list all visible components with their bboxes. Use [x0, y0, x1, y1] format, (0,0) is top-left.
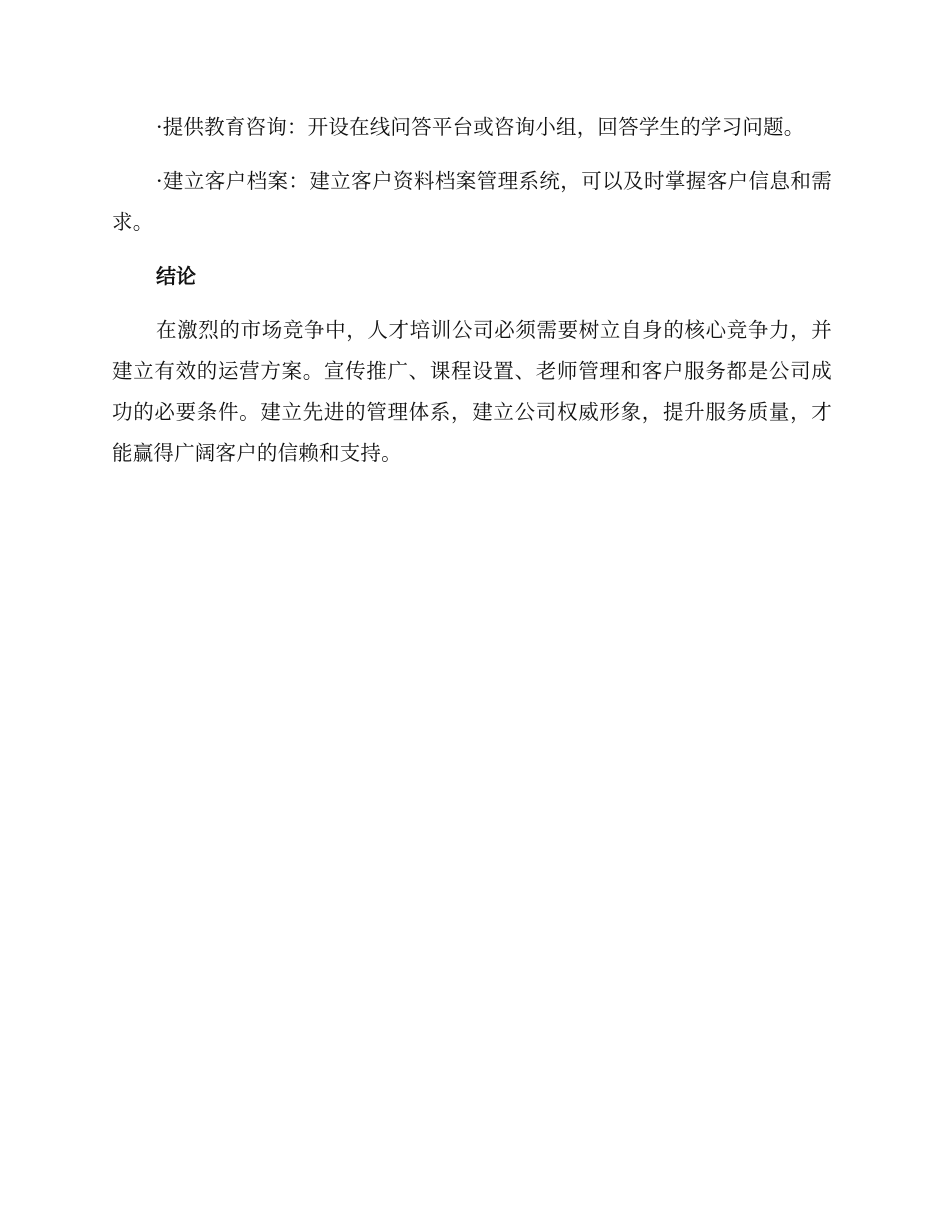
conclusion-heading: 结论	[156, 264, 196, 288]
bullet-customer-records: ·建立客户档案：建立客户资料档案管理系统，可以及时掌握客户信息和需求。	[112, 169, 832, 234]
bullet-education-consulting: ·提供教育咨询：开设在线问答平台或咨询小组，回答学生的学习问题。	[156, 115, 805, 139]
document-body	[112, 107, 832, 487]
conclusion-paragraph: 在激烈的市场竞争中，人才培训公司必须需要树立自身的核心竞争力，并建立有效的运营方案。宣传推广、课程设置、老师管理和客户服务都是公司成功的必要条件。建立先进的管理体系，建立公司权威形象，提升服务质量，才能赢得广阔客户的信赖和支持。	[112, 318, 832, 465]
